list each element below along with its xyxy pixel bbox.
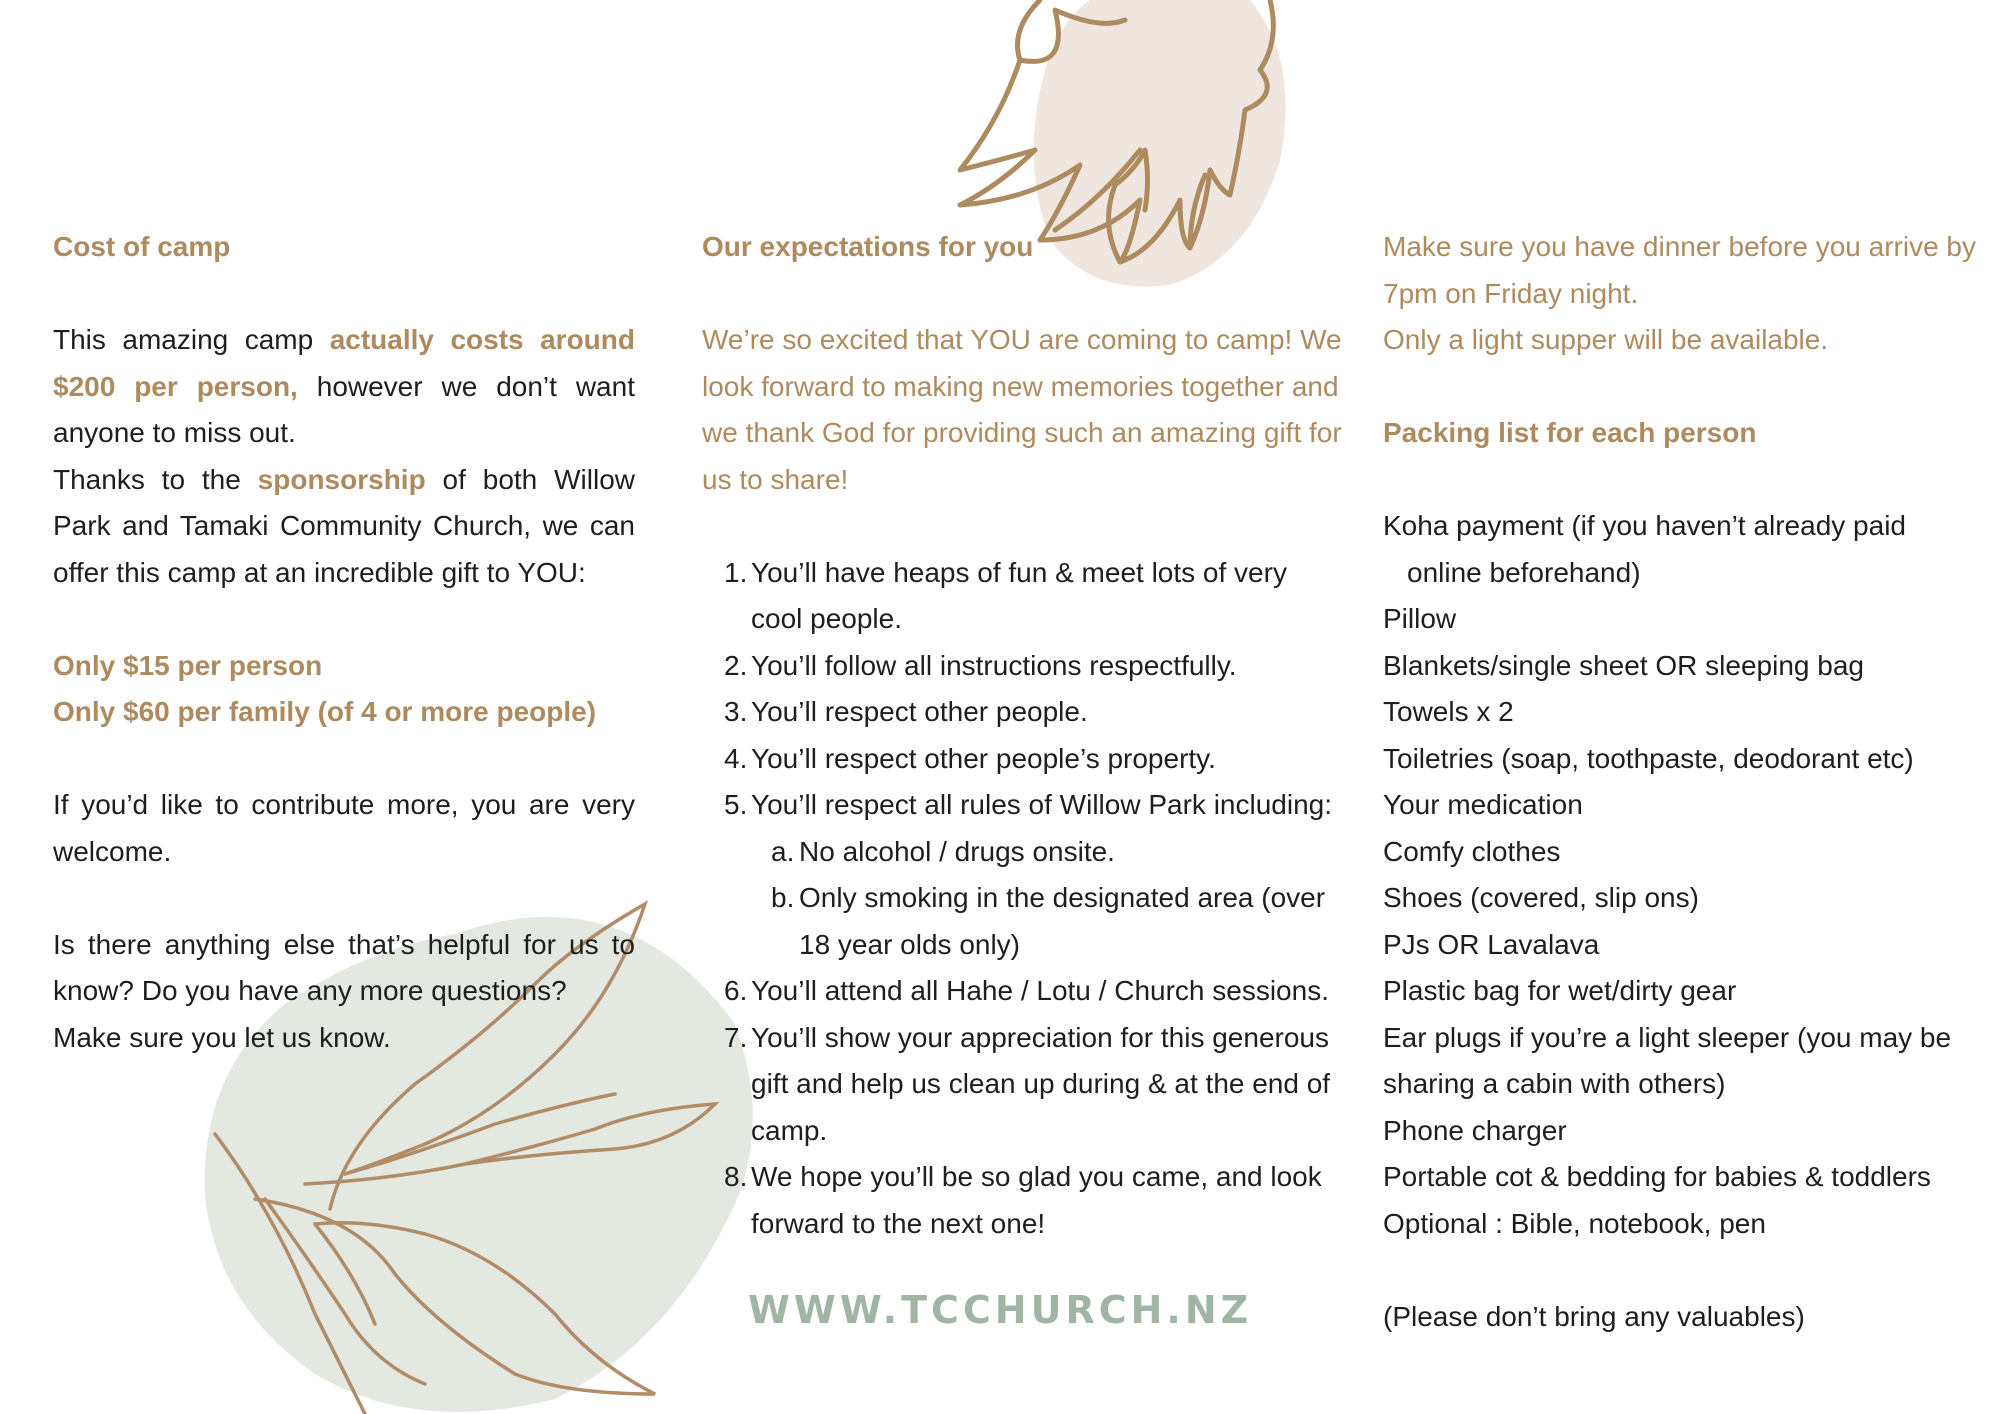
packing-heading: Packing list for each person bbox=[1383, 417, 1757, 448]
list-item: 1. You’ll have heaps of fun & meet lots of very cool people. bbox=[724, 556, 1287, 634]
list-item: Towels x 2 bbox=[1383, 696, 1514, 727]
price-per-family: Only $60 per family (of 4 or more people) bbox=[53, 696, 597, 727]
list-item: PJs OR Lavalava bbox=[1383, 928, 1600, 960]
valuables-note: (Please don’t bring any valuables) bbox=[1383, 1300, 1805, 1332]
sub-list-item: b. Only smoking in the designated area (over 18 year olds only) bbox=[771, 882, 1326, 960]
list-item: Blankets/single sheet OR sleeping bag bbox=[1383, 649, 1864, 681]
price-per-person: Only $15 per person bbox=[53, 649, 323, 681]
list-item: 2. You’ll follow all instructions respectfully. bbox=[724, 649, 1237, 681]
expectations-list bbox=[702, 550, 1342, 1248]
list-item: Toiletries (soap, toothpaste, deodorant etc) bbox=[1383, 742, 1914, 774]
list-item: Optional : Bible, notebook, pen bbox=[1383, 1207, 1766, 1239]
website-url[interactable]: WWW.TCCHURCH.NZ bbox=[748, 1288, 1253, 1332]
dinner-note: Make sure you have dinner before you arrive by 7pm on Friday night. bbox=[1383, 231, 1976, 309]
list-item: Pillow bbox=[1383, 603, 1457, 634]
list-item: 8. We hope you’ll be so glad you came, and look forward to the next one! bbox=[724, 1161, 1322, 1239]
list-item: Shoes (covered, slip ons) bbox=[1383, 882, 1699, 913]
expectations-heading: Our expectations for you bbox=[702, 231, 1034, 262]
cost-column bbox=[53, 224, 635, 1061]
list-item: Koha payment (if you haven’t already paid online beforehand) bbox=[1383, 510, 1906, 588]
list-item: Ear plugs if you’re a light sleeper (you may be sharing a cabin with others) bbox=[1383, 1021, 1952, 1099]
expectations-intro: We’re so excited that YOU are coming to camp! We look forward to making new memories together and we thank God for providing such an amazing gift for us to share! bbox=[702, 324, 1342, 495]
supper-note: Only a light supper will be available. bbox=[1383, 324, 1829, 355]
packing-list bbox=[1383, 503, 1983, 1247]
sponsorship-paragraph: Thanks to the sponsorship of both Willow Park and Tamaki Community Church, we can offer this camp at an incredible gift to YOU: bbox=[53, 463, 635, 588]
sub-list-item: a. No alcohol / drugs onsite. bbox=[771, 835, 1115, 867]
questions-paragraph: Is there anything else that’s helpful for us to know? Do you have any more questions? bbox=[53, 928, 635, 1006]
list-item: 3. You’ll respect other people. bbox=[724, 696, 1088, 727]
willow-park-rules-list bbox=[751, 829, 1342, 969]
list-item: 4. You’ll respect other people’s property. bbox=[724, 742, 1216, 774]
packing-column bbox=[1383, 224, 1983, 1340]
list-item: 7. You’ll show your appreciation for this generous gift and help us clean up during & at the end of camp. bbox=[724, 1021, 1331, 1146]
expectations-column bbox=[702, 224, 1342, 1247]
let-us-know-line: Make sure you let us know. bbox=[53, 1021, 391, 1053]
list-item: 6. You’ll attend all Hahe / Lotu / Church sessions. bbox=[724, 975, 1329, 1006]
list-item: Plastic bag for wet/dirty gear bbox=[1383, 975, 1737, 1006]
cost-heading: Cost of camp bbox=[53, 231, 231, 262]
list-item: Phone charger bbox=[1383, 1114, 1567, 1146]
list-item: Comfy clothes bbox=[1383, 835, 1561, 867]
cost-paragraph: This amazing camp actually costs around $200 per person, however we don’t want anyone to miss out. bbox=[53, 324, 635, 448]
list-item: Your medication bbox=[1383, 789, 1583, 820]
contribute-paragraph: If you’d like to contribute more, you are very welcome. bbox=[53, 789, 635, 867]
list-item: 5. You’ll respect all rules of Willow Park including: a. No alcohol / drugs onsite. b. Only smoking in the designated area (over 18 year olds only) bbox=[702, 782, 1342, 968]
list-item: Portable cot & bedding for babies & toddlers bbox=[1383, 1161, 1931, 1192]
